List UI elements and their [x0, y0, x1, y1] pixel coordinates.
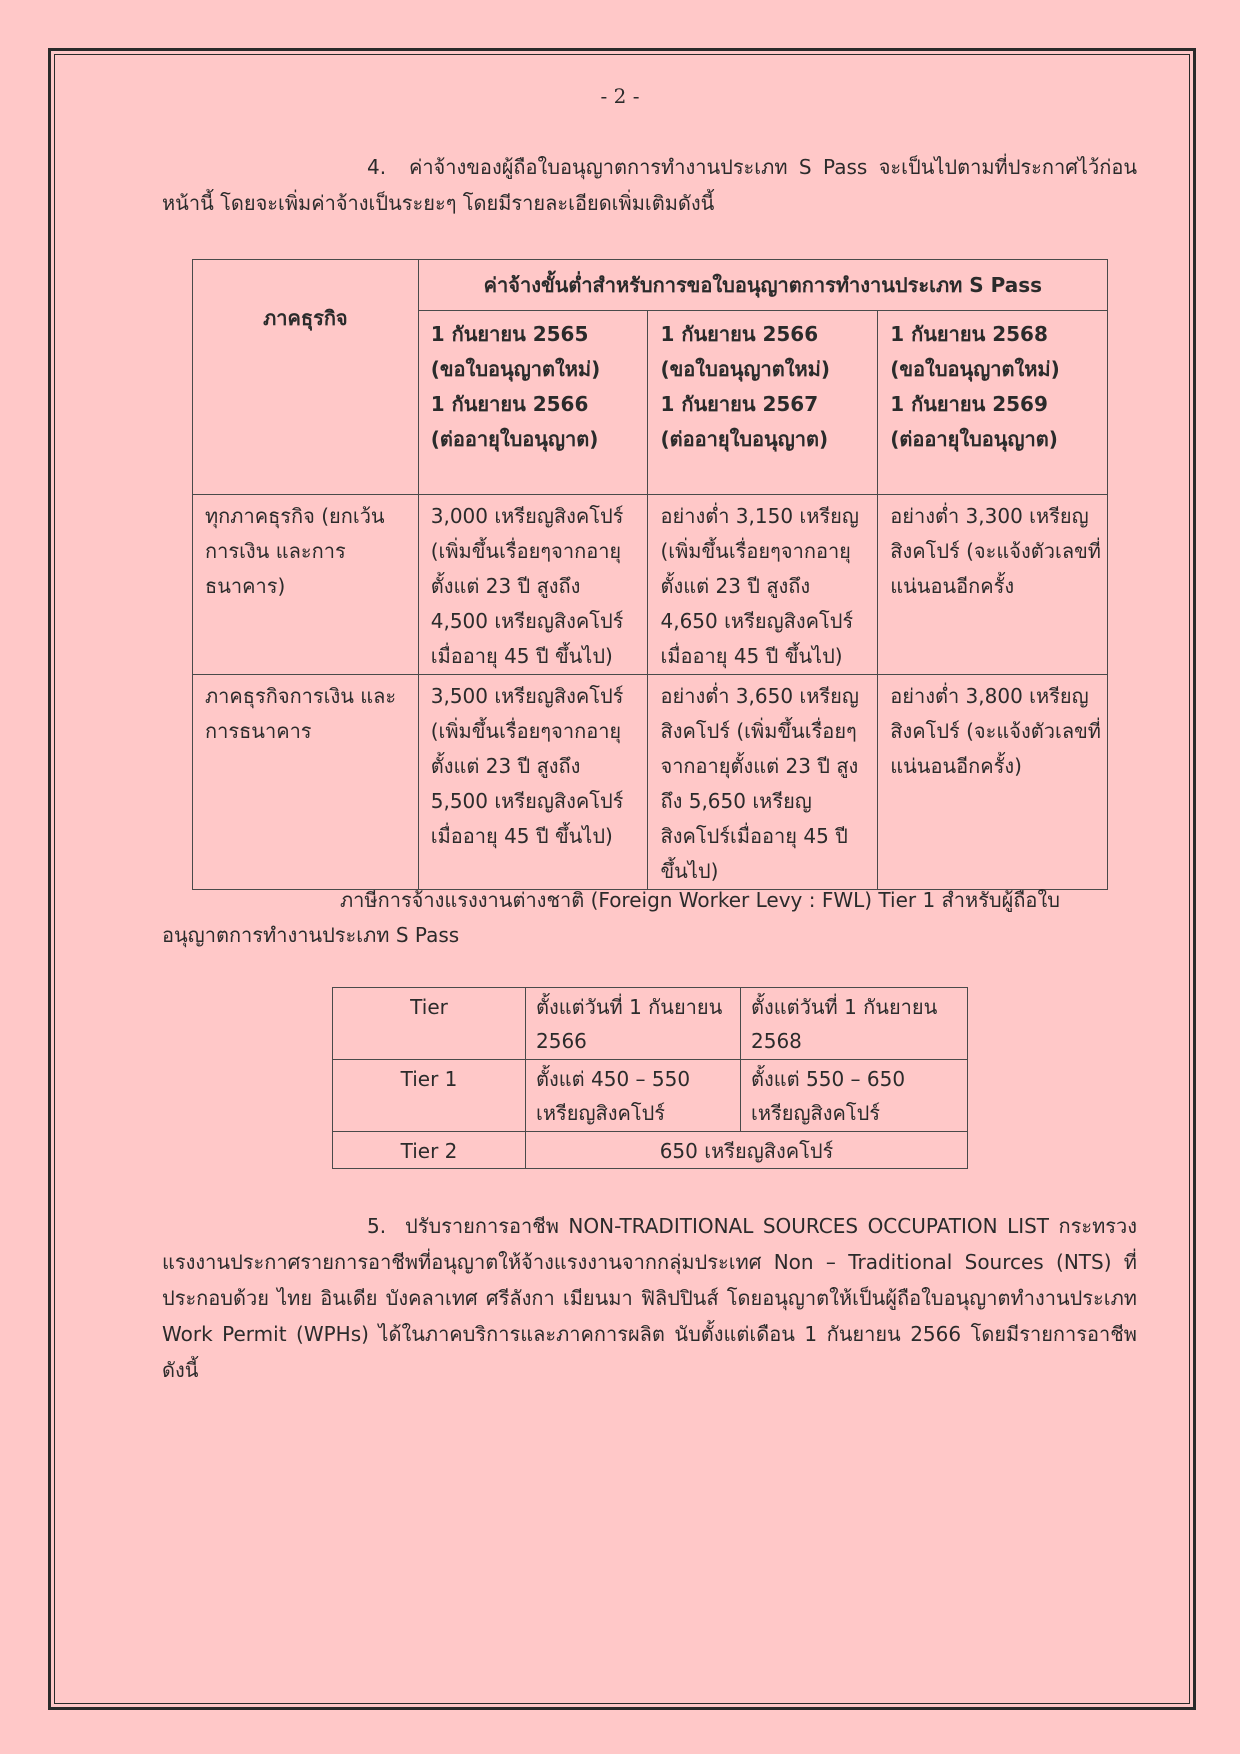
sector-column-header: ภาคธุรกิจ — [193, 260, 419, 495]
tier-name-cell: Tier 2 — [333, 1132, 526, 1169]
wage-cell: อย่างต่ำ 3,150 เหรียญ (เพิ่มขึ้นเรื่อยๆจากอายุตั้งแต่ 23 ปี สูงถึง 4,650 เหรียญสิงคโปร์ เมื่ออายุ 45 ปี ขึ้นไป) — [648, 495, 878, 675]
wage-cell: 3,000 เหรียญสิงคโปร์ (เพิ่มขึ้นเรื่อยๆจากอายุตั้งแต่ 23 ปี สูงถึง 4,500 เหรียญสิงคโปร์ เมื่ออายุ 45 ปี ขึ้นไป) — [418, 495, 648, 675]
fwl-tier-table — [332, 987, 968, 1169]
table-header-row — [333, 988, 968, 1060]
wage-cell: อย่างต่ำ 3,800 เหรียญสิงคโปร์ (จะแจ้งตัวเลขที่แน่นอนอีกครั้ง) — [878, 675, 1108, 890]
fwl-caption-text: ภาษีการจ้างแรงงานต่างชาติ (Foreign Worker Levy : FWL) Tier 1 สำหรับผู้ถือใบอนุญาตการทำงานประเภท S Pass — [162, 888, 1060, 947]
levy-cell: 650 เหรียญสิงคโปร์ — [526, 1132, 968, 1169]
section-5-text: ปรับรายการอาชีพ NON-TRADITIONAL SOURCES OCCUPATION LIST กระทรวงแรงงานประกาศรายการอาชีพที่อนุญาตให้จ้างแรงงานจากกลุ่มประเทศ Non – Traditional Sources (NTS) ที่ประกอบด้วย ไทย อินเดีย บังคลาเทศ ศรีลังกา เมียนมา ฟิลิปปินส์ โดยอนุญาตให้เป็นผู้ถือใบอนุญาตทำงานประเภท Work Permit (WPHs) ได้ในภาคบริการและภาคการผลิต นับตั้งแต่เดือน 1 กันยายน 2566 โดยมีรายการอาชีพ ดังนี้ — [162, 1214, 1138, 1382]
tier-column-header: Tier — [333, 988, 526, 1060]
wage-cell: อย่างต่ำ 3,300 เหรียญสิงคโปร์ (จะแจ้งตัวเลขที่แน่นอนอีกครั้ง — [878, 495, 1108, 675]
fwl-caption — [162, 883, 1062, 953]
table-row — [333, 1132, 968, 1169]
wage-cell: อย่างต่ำ 3,650 เหรียญสิงคโปร์ (เพิ่มขึ้นเรื่อยๆจากอายุตั้งแต่ 23 ปี สูงถึง 5,650 เหรียญสิงคโปร์เมื่ออายุ 45 ปี ขึ้นไป) — [648, 675, 878, 890]
date-column-header: ตั้งแต่วันที่ 1 กันยายน 2568 — [741, 988, 968, 1060]
period-header-3: 1 กันยายน 2568 (ขอใบอนุญาตใหม่) 1 กันยายน 2569 (ต่ออายุใบอนุญาต) — [878, 311, 1108, 495]
period-header-1: 1 กันยายน 2565 (ขอใบอนุญาตใหม่) 1 กันยายน 2566 (ต่ออายุใบอนุญาต) — [418, 311, 648, 495]
tier-name-cell: Tier 1 — [333, 1060, 526, 1132]
minimum-wage-table — [192, 259, 1108, 890]
section-5-paragraph — [162, 1208, 1137, 1388]
section-5-number: 5. — [367, 1214, 387, 1238]
period-header-2: 1 กันยายน 2566 (ขอใบอนุญาตใหม่) 1 กันยายน 2567 (ต่ออายุใบอนุญาต) — [648, 311, 878, 495]
sector-cell: ทุกภาคธุรกิจ (ยกเว้นการเงิน และการธนาคาร) — [193, 495, 419, 675]
page-number: - 2 - — [600, 84, 640, 108]
wage-cell: 3,500 เหรียญสิงคโปร์ (เพิ่มขึ้นเรื่อยๆจากอายุตั้งแต่ 23 ปี สูงถึง 5,500 เหรียญสิงคโปร์ เมื่ออายุ 45 ปี ขึ้นไป) — [418, 675, 648, 890]
levy-cell: ตั้งแต่ 550 – 650 เหรียญสิงคโปร์ — [741, 1060, 968, 1132]
section-4-paragraph — [162, 149, 1137, 221]
wage-group-header: ค่าจ้างขั้นต่ำสำหรับการขอใบอนุญาตการทำงานประเภท S Pass — [418, 260, 1107, 311]
section-4-number: 4. — [367, 155, 387, 179]
date-column-header: ตั้งแต่วันที่ 1 กันยายน 2566 — [526, 988, 741, 1060]
section-4-text: ค่าจ้างของผู้ถือใบอนุญาตการทำงานประเภท S Pass จะเป็นไปตามที่ประกาศไว้ก่อนหน้านี้ โดยจะเพิ่มค่าจ้างเป็นระยะๆ โดยมีรายละเอียดเพิ่มเติมดังนี้ — [162, 155, 1138, 215]
levy-cell: ตั้งแต่ 450 – 550 เหรียญสิงคโปร์ — [526, 1060, 741, 1132]
table-row — [193, 495, 1108, 675]
sector-cell: ภาคธุรกิจการเงิน และการธนาคาร — [193, 675, 419, 890]
table-row — [193, 675, 1108, 890]
table-row — [333, 1060, 968, 1132]
